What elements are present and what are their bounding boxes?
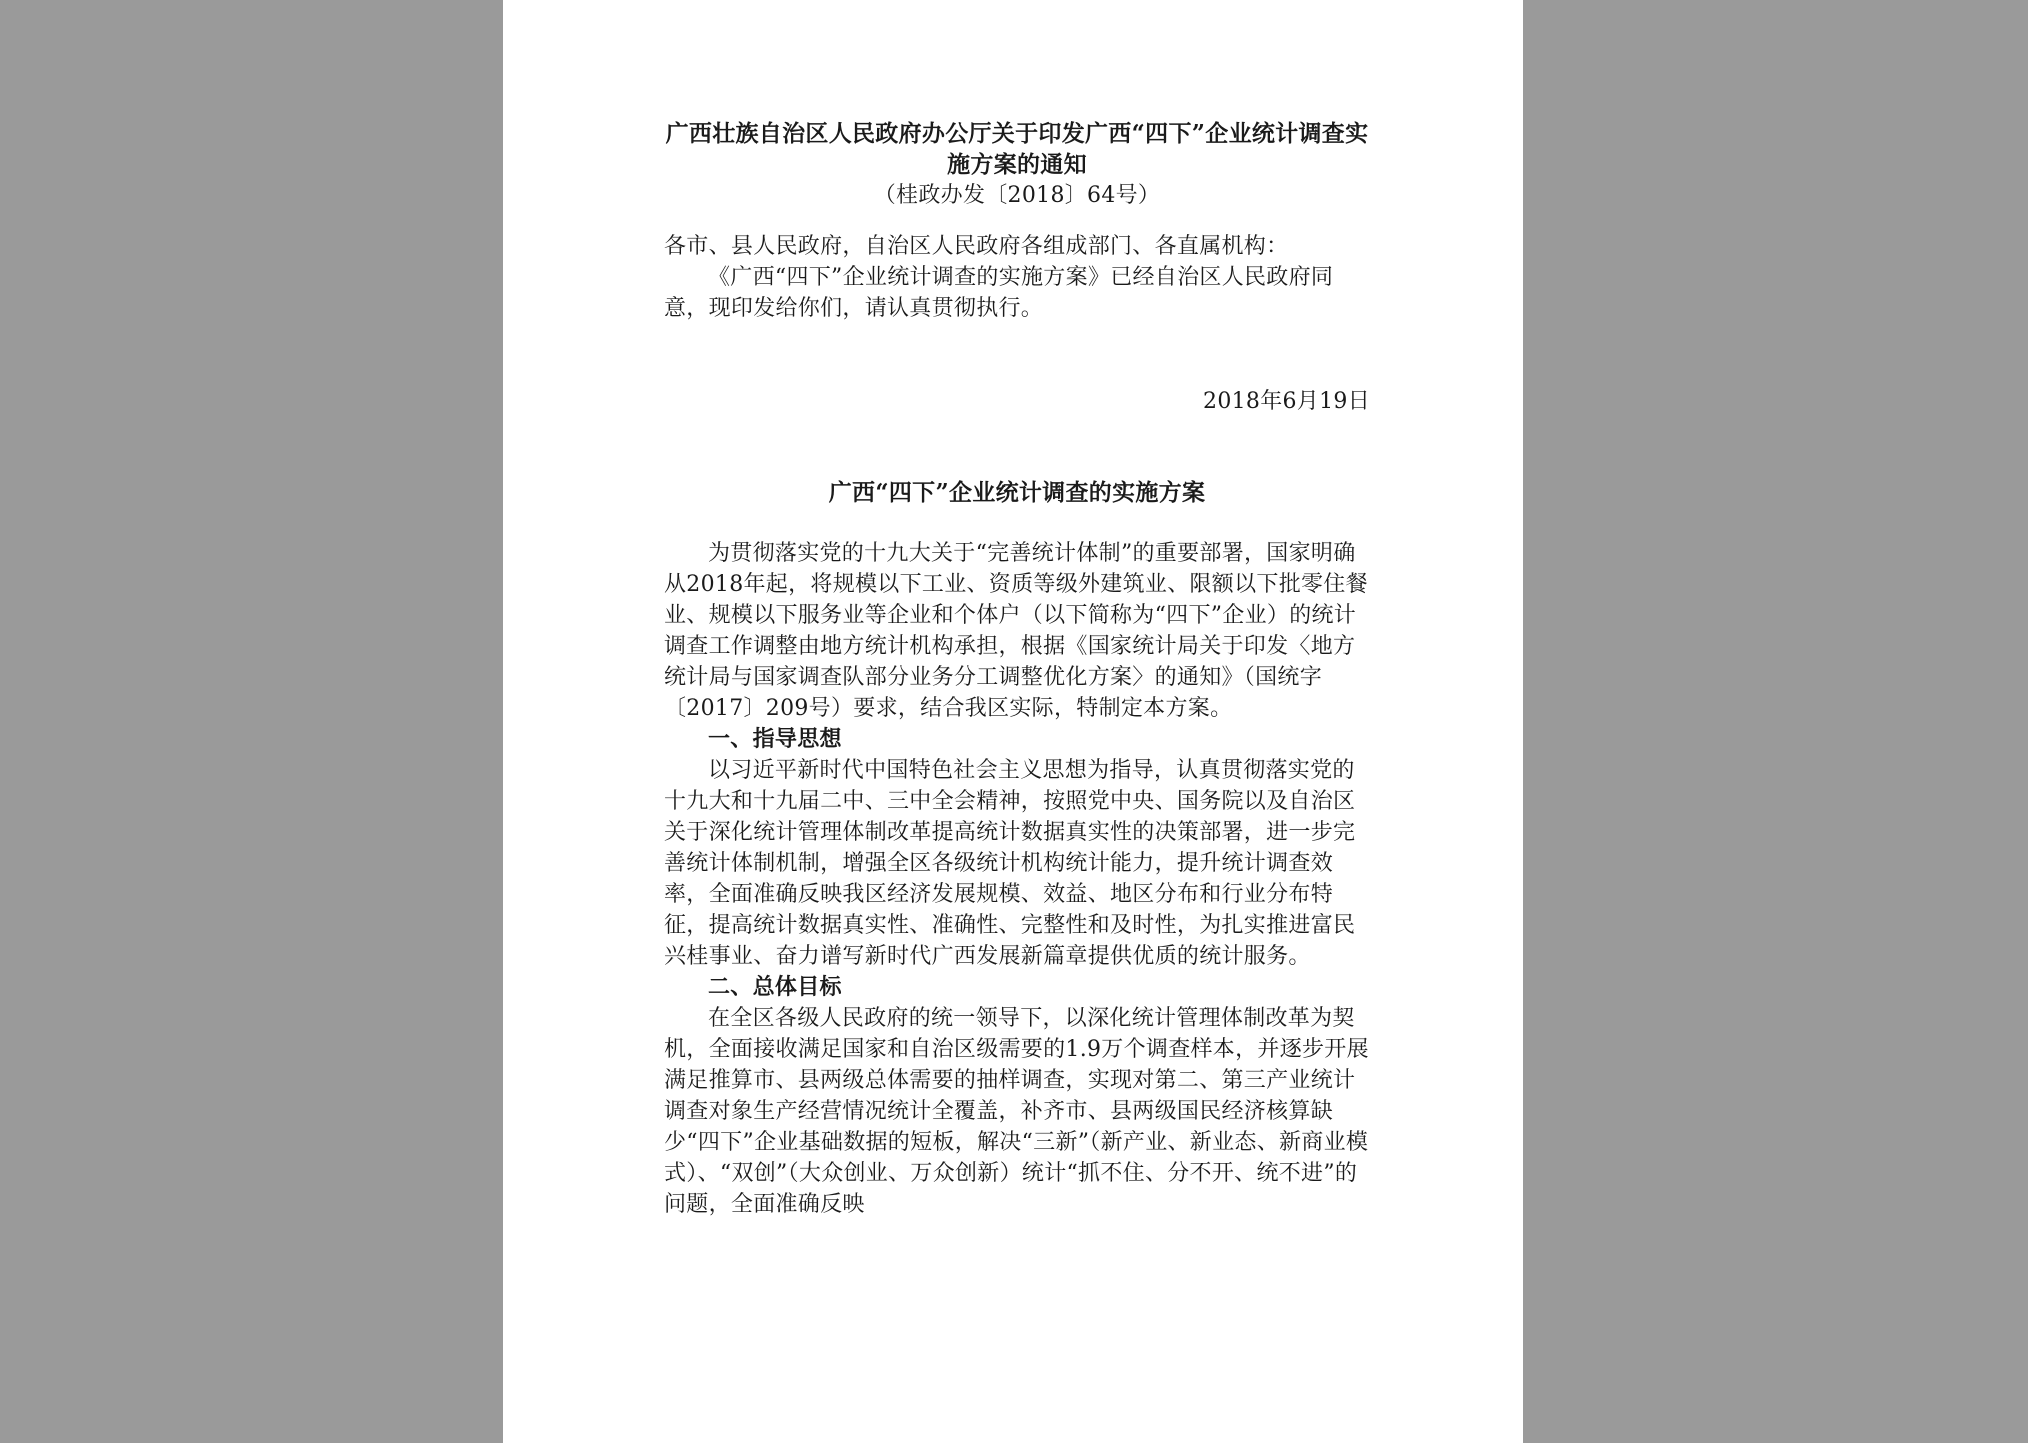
section-heading-guiding-ideology: 一、指导思想 bbox=[708, 726, 842, 752]
document-number: （桂政办发〔2018〕64号） bbox=[873, 183, 1161, 208]
scheme-intro: 为贯彻落实党的十九大关于“完善统计体制”的重要部署，国家明确从2018年起，将规模以下工业、资质等级外建筑业、限额以下批零住餐业、规模以下服务业等企业和个体户（以下简称为“四下”企业）的统计调查工作调整由地方统计机构承担，根据《国家统计局关于印发〈地方统计局与国家调查队部分业务分工调整优化方案〉的通知》（国统字〔2017〕209号）要求，结合我区实际，特制定本方案。 bbox=[664, 541, 1368, 721]
section-body-overall-goal: 在全区各级人民政府的统一领导下，以深化统计管理体制改革为契机，全面接收满足国家和自治区级需要的1.9万个调查样本，并逐步开展满足推算市、县两级总体需要的抽样调查，实现对第二、第三产业统计调查对象生产经营情况统计全覆盖，补齐市、县两级国民经济核算缺少“四下”企业基础数据的短板，解决“三新”（新产业、新业态、新商业模式）、“双创”（大众创业、万众创新）统计“抓不住、分不开、统不进”的问题，全面准确反映 bbox=[664, 1006, 1369, 1217]
document-content bbox=[664, 118, 1370, 1220]
scheme-title: 广西“四下”企业统计调查的实施方案 bbox=[828, 479, 1206, 506]
document-page bbox=[503, 0, 1523, 1443]
addressee: 各市、县人民政府，自治区人民政府各组成部门、各直属机构： bbox=[664, 234, 1289, 259]
notice-title: 广西壮族自治区人民政府办公厅关于印发广西“四下”企业统计调查实施方案的通知 bbox=[665, 120, 1369, 178]
notice-body: 《广西“四下”企业统计调查的实施方案》已经自治区人民政府同意，现印发给你们，请认真贯彻执行。 bbox=[664, 265, 1334, 321]
section-body-guiding-ideology: 以习近平新时代中国特色社会主义思想为指导，认真贯彻落实党的十九大和十九届二中、三中全会精神，按照党中央、国务院以及自治区关于深化统计管理体制改革提高统计数据真实性的决策部署，进一步完善统计体制机制，增强全区各级统计机构统计能力，提升统计调查效率，全面准确反映我区经济发展规模、效益、地区分布和行业分布特征，提高统计数据真实性、准确性、完整性和及时性，为扎实推进富民兴桂事业、奋力谱写新时代广西发展新篇章提供优质的统计服务。 bbox=[664, 758, 1356, 969]
section-heading-overall-goal: 二、总体目标 bbox=[708, 974, 842, 1000]
notice-date: 2018年6月19日 bbox=[1203, 389, 1370, 414]
